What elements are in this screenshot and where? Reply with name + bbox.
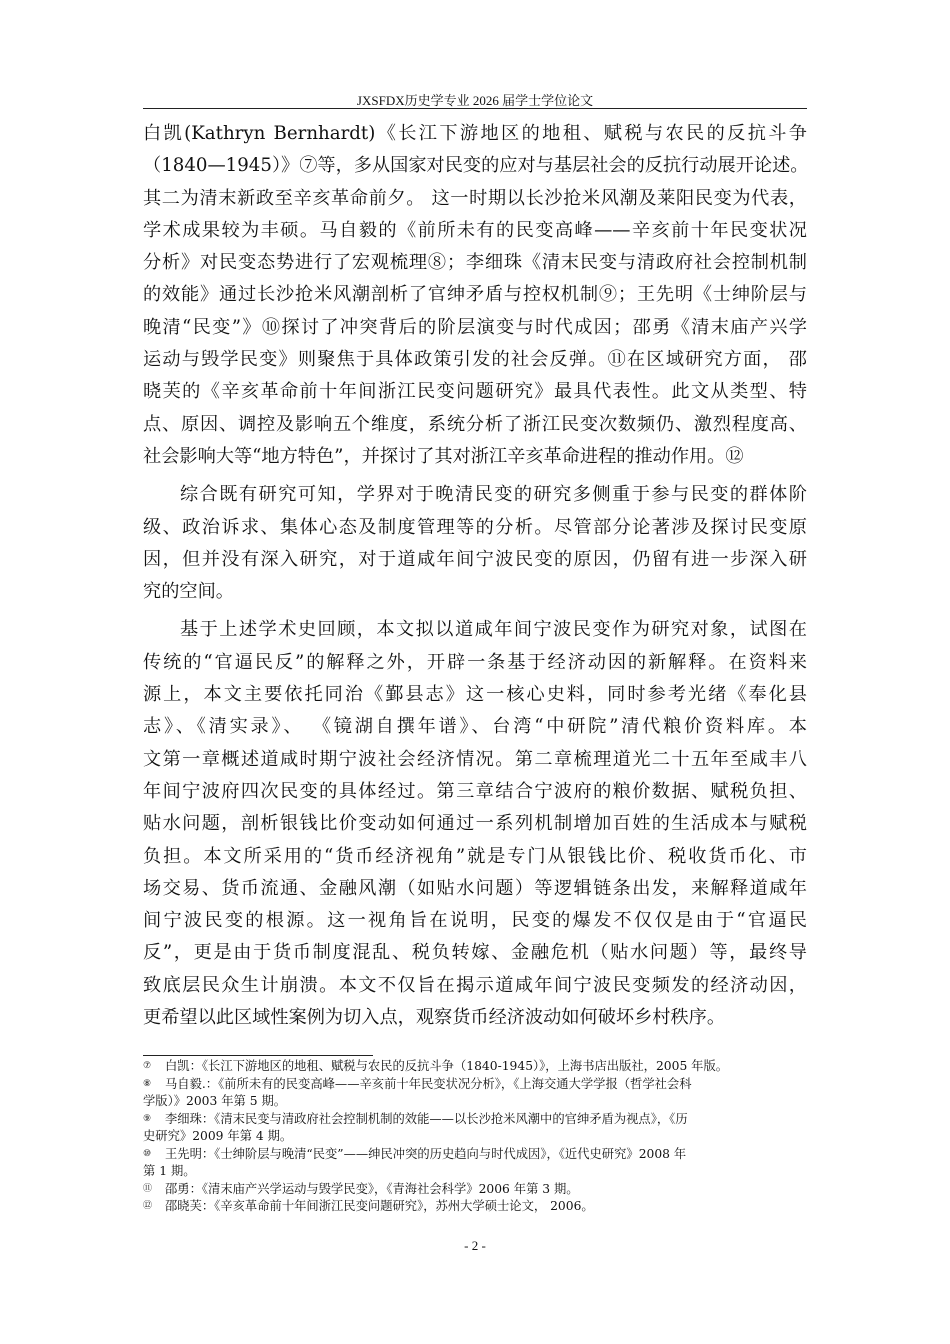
text-line: 学术成果较为丰硕。马自毅的《前所未有的民变高峰——辛亥前十年民变状况 [143, 219, 807, 241]
footnote-mark: ⑨ [143, 1113, 152, 1124]
text-line: 白凯(Kathryn Bernhardt)《长江下游地区的地租、赋税与农民的反抗斗争 [143, 123, 807, 144]
header-rule [143, 108, 807, 109]
footnote-separator [143, 1055, 373, 1056]
text-line: 其二为清末新政至辛亥革命前夕。 这一时期以长沙抢米风潮及莱阳民变为代表， [143, 187, 807, 209]
footnote-text: 白凯：《长江下游地区的地租、赋税与农民的反抗斗争（1840-1945）》，上海书店出版社，2005 年版。 [165, 1059, 729, 1073]
footnote-mark: ⑩ [143, 1148, 152, 1159]
text-line: 分析》对民变态势进行了宏观梳理⑧；李细珠《清末民变与清政府社会控制机制 [143, 252, 807, 274]
footnote-text: 王先明：《士绅阶层与晚清“民变”——绅民冲突的历史趋向与时代成因》，《近代史研究》2008 年 [165, 1146, 687, 1161]
text-line: 究的空间。 [143, 581, 234, 603]
text-line: 间宁波民变的根源。这一视角旨在说明，民变的爆发不仅仅是由于“官逼民 [143, 910, 807, 932]
footnote-text: 学版）》2003 年第 5 期。 [143, 1094, 287, 1108]
text-line: 文第一章概述道咸时期宁波社会经济情况。第二章梳理道光二十五年至咸丰八 [143, 748, 807, 770]
footnote-text: 邵勇：《清末庙产兴学运动与毁学民变》，《青海社会科学》2006 年第 3 期。 [165, 1181, 579, 1196]
text-line: 的效能》通过长沙抢米风潮剖析了官绅矛盾与控权机制⑨；王先明《士绅阶层与 [143, 284, 807, 306]
text-line: 反”，更是由于货币制度混乱、税负转嫁、金融危机（贴水问题）等，最终导 [143, 942, 807, 964]
text-line: 源上，本文主要依托同治《鄞县志》这一核心史料，同时参考光绪《奉化县 [143, 684, 807, 706]
text-line: （1840—1945）》⑦等，多从国家对民变的应对与基层社会的反抗行动展开论述。 [143, 155, 809, 177]
footnote-7 [143, 1058, 807, 1076]
text-line: 志》、《清实录》、 《镜湖自撰年谱》、台湾“中研院”清代粮价资料库。本 [143, 716, 807, 738]
paragraph-summary [143, 479, 807, 608]
footnote-9 [143, 1111, 807, 1146]
paragraph-literature-review [143, 118, 807, 473]
text-line: 传统的“官逼民反”的解释之外，开辟一条基于经济动因的新解释。在资料来 [143, 651, 807, 673]
footnote-10 [143, 1146, 807, 1181]
footnote-11 [143, 1181, 807, 1199]
footnote-mark: ⑪ [143, 1183, 153, 1194]
footnote-mark: ⑧ [143, 1078, 152, 1089]
footnote-mark: ⑫ [143, 1201, 153, 1211]
text-line: 运动与毁学民变》则聚焦于具体政策引发的社会反弹。⑪在区域研究方面， 邵 [143, 349, 807, 371]
text-line: 更希望以此区域性案例为切入点，观察货币经济波动如何破坏乡村秩序。 [143, 1007, 726, 1029]
text-line: 点、原因、调控及影响五个维度，系统分析了浙江民变次数频仍、激烈程度高、 [143, 413, 807, 435]
text-line: 负担。本文所采用的“货币经济视角”就是专门从银钱比价、税收货币化、市 [143, 845, 807, 867]
paragraph-research-plan [143, 614, 807, 1034]
footnote-text: 史研究》2009 年第 4 期。 [143, 1129, 293, 1143]
text-line: 综合既有研究可知，学界对于晚清民变的研究多侧重于参与民变的群体阶 [180, 484, 807, 506]
footnote-text: 邵晓芙：《辛亥革命前十年间浙江民变问题研究》，苏州大学硕士论文， 2006。 [165, 1199, 594, 1213]
footnote-text: 第 1 期。 [143, 1164, 196, 1178]
body-text [143, 118, 807, 1034]
footnote-mark: ⑦ [143, 1061, 152, 1071]
text-line: 贴水问题，剖析银钱比价变动如何通过一系列机制增加百姓的生活成本与赋税 [143, 813, 807, 835]
footnotes [143, 1058, 807, 1216]
text-line: 级、政治诉求、集体心态及制度管理等的分析。尽管部分论著涉及探讨民变原 [143, 516, 807, 538]
text-line: 年间宁波府四次民变的具体经过。第三章结合宁波府的粮价数据、赋税负担、 [143, 780, 807, 802]
text-line: 晚清“民变”》⑩探讨了冲突背后的阶层演变与时代成因；邵勇《清末庙产兴学 [143, 316, 807, 338]
footnote-12 [143, 1198, 807, 1216]
running-header: JXSFDX历史学专业 2026 届学士学位论文 [356, 93, 594, 108]
footnote-8 [143, 1076, 807, 1111]
text-line: 致底层民众生计崩溃。本文不仅旨在揭示道咸年间宁波民变频发的经济动因， [143, 974, 807, 996]
text-line: 晓芙的《辛亥革命前十年间浙江民变问题研究》最具代表性。此文从类型、特 [143, 381, 807, 403]
text-line: 社会影响大等“地方特色”，并探讨了其对浙江辛亥革命进程的推动作用。⑫ [143, 445, 744, 467]
page-number: - 2 - [464, 1238, 486, 1253]
text-line: 因，但并没有深入研究，对于道咸年间宁波民变的原因，仍留有进一步深入研 [143, 548, 807, 570]
footnote-text: 李细珠：《清末民变与清政府社会控制机制的效能——以长沙抢米风潮中的官绅矛盾为视点》，《历 [165, 1111, 688, 1126]
text-line: 场交易、货币流通、金融风潮（如贴水问题）等逻辑链条出发，来解释道咸年 [143, 877, 807, 899]
footnote-text: 马自毅.：《前所未有的民变高峰——辛亥前十年民变状况分析》，《上海交通大学学报（哲学社会科 [165, 1076, 692, 1091]
text-line: 基于上述学术史回顾，本文拟以道咸年间宁波民变作为研究对象，试图在 [180, 619, 807, 641]
